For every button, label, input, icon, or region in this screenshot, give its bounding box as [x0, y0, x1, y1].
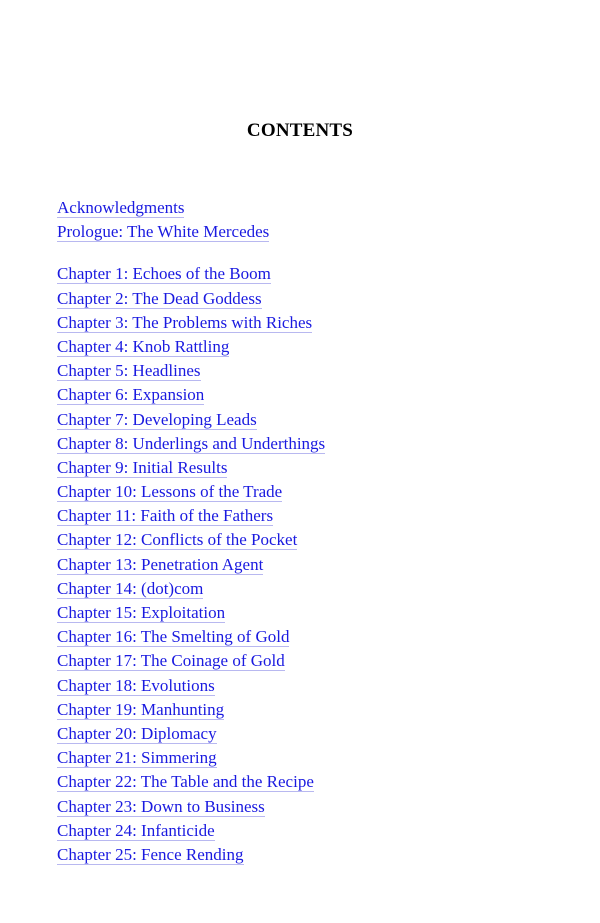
toc-item [57, 772, 325, 796]
toc-item [57, 748, 325, 772]
toc-link-chapter-17[interactable]: Chapter 17: The Coinage of Gold [57, 651, 285, 671]
toc-link-chapter-25[interactable]: Chapter 25: Fence Rending [57, 844, 244, 864]
toc-link-acknowledgments[interactable]: Acknowledgments [57, 198, 185, 217]
toc-link-chapter-15[interactable]: Chapter 15: Exploitation [57, 603, 226, 622]
toc-item [57, 651, 325, 675]
toc-link-chapter-1[interactable]: Chapter 1: Echoes of the Boom [57, 264, 271, 284]
toc-link-chapter-5[interactable]: Chapter 5: Headlines [57, 361, 201, 381]
toc-item [57, 458, 325, 482]
toc-link-chapter-20[interactable]: Chapter 20: Diplomacy [57, 723, 217, 743]
toc-link-chapter-24[interactable]: Chapter 24: Infanticide [57, 820, 215, 840]
toc-link-chapter-2[interactable]: Chapter 2: The Dead Goddess [57, 288, 262, 308]
toc-link-chapter-21[interactable]: Chapter 21: Simmering [57, 748, 217, 768]
toc-item [57, 313, 325, 337]
toc-item [57, 198, 325, 222]
toc-link-chapter-16[interactable]: Chapter 16: The Smelting of Gold [57, 627, 290, 647]
toc-item [57, 676, 325, 700]
toc-item [57, 530, 325, 554]
toc-link-chapter-9[interactable]: Chapter 9: Initial Results [57, 457, 228, 477]
toc-link-chapter-14[interactable]: Chapter 14: (dot)com [57, 578, 204, 598]
page-title: CONTENTS [246, 120, 354, 141]
toc-link-chapter-23[interactable]: Chapter 23: Down to Business [57, 796, 265, 816]
toc-item [57, 603, 325, 627]
toc-link-chapter-12[interactable]: Chapter 12: Conflicts of the Pocket [57, 530, 298, 550]
toc-item [57, 700, 325, 724]
toc-item [57, 627, 325, 651]
toc-item [57, 724, 325, 748]
toc-item [57, 506, 325, 530]
toc-item [57, 410, 325, 434]
toc-item [57, 797, 325, 821]
toc-link-chapter-19[interactable]: Chapter 19: Manhunting [57, 699, 225, 719]
toc-link-chapter-13[interactable]: Chapter 13: Penetration Agent [57, 554, 264, 574]
table-of-contents [57, 198, 325, 869]
toc-link-chapter-6[interactable]: Chapter 6: Expansion [57, 385, 205, 405]
toc-link-chapter-8[interactable]: Chapter 8: Underlings and Underthings [57, 433, 326, 453]
toc-item [57, 385, 325, 409]
toc-link-chapter-18[interactable]: Chapter 18: Evolutions [57, 675, 215, 695]
toc-item [57, 264, 325, 288]
toc-item [57, 289, 325, 313]
toc-link-chapter-7[interactable]: Chapter 7: Developing Leads [57, 409, 257, 429]
toc-link-chapter-3[interactable]: Chapter 3: The Problems with Riches [57, 312, 313, 332]
toc-item [57, 434, 325, 458]
toc-link-chapter-4[interactable]: Chapter 4: Knob Rattling [57, 336, 230, 356]
toc-item [57, 821, 325, 845]
toc-item [57, 337, 325, 361]
toc-item [57, 361, 325, 385]
toc-link-chapter-22[interactable]: Chapter 22: The Table and the Recipe [57, 772, 314, 792]
toc-link-prologue[interactable]: Prologue: The White Mercedes [57, 222, 270, 242]
toc-link-chapter-10[interactable]: Chapter 10: Lessons of the Trade [57, 482, 283, 502]
toc-link-chapter-11[interactable]: Chapter 11: Faith of the Fathers [57, 506, 274, 526]
toc-item [57, 579, 325, 603]
toc-item [57, 555, 325, 579]
toc-item [57, 222, 325, 246]
toc-item [57, 845, 325, 869]
toc-item [57, 482, 325, 506]
